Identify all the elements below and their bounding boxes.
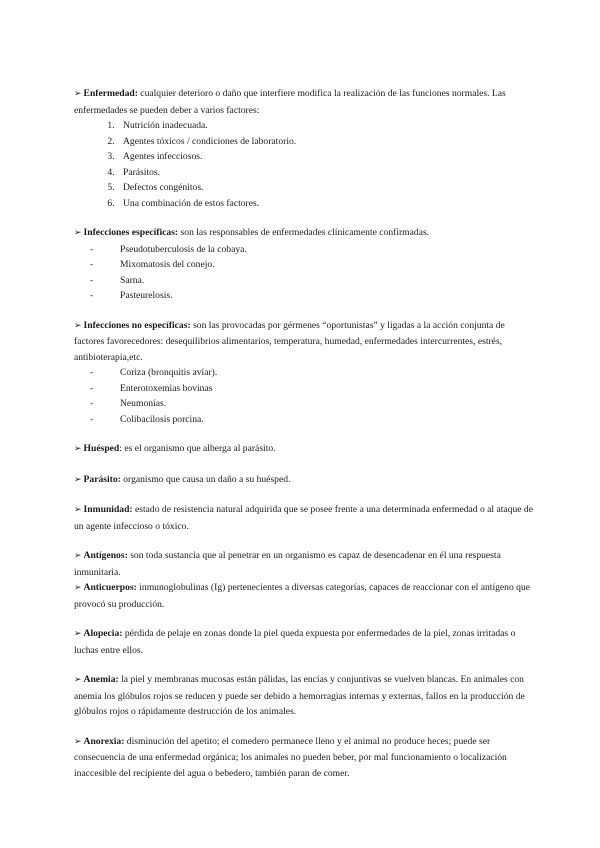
list-item: - Colibacilosis porcina. [90,412,534,428]
entry-huesped [74,441,534,458]
list-item: - Neumonías. [90,396,534,412]
definition: cualquier deterioro o daño que interfiere modifica la realización de las funciones normales. Las enfermedades se pueden deber a varios factores: [74,88,506,116]
definition: son toda sustancia que al penetrar en un organismo es capaz de desencadenar en él una respuesta inmunitaria. [74,550,501,578]
term: Infecciones específicas: [83,227,179,238]
definition: disminución del apetito; el comedero permanece lleno y el animal no produce heces; puede ser consecuencia de una enfermedad orgánica; los animales no pueden beber, por mal funcionamiento o localización inaccesible del recipiente del agua o bebedero, también paran de comer. [74,735,507,779]
entry-infecciones-especificas [74,225,534,242]
list-item: 5. Defectos congénitos. [117,180,534,196]
arrow-bullet-icon: ➢ [74,583,82,593]
definition: la piel y membranas mucosas están pálidas, las encías y conjuntivas se vuelven blancas. En animales con anemia los glóbulos rojos se reducen y puede ser debido a hemorragias internas y externas, fallos en la producción de glóbulos rojos o rápidamente destrucción de los animales. [74,674,525,717]
definition: pérdida de pelaje en zonas donde la piel queda expuesta por enfermedades de la piel, zonas irritadas o luchas entre ellos. [74,628,516,656]
definition: : es el organismo que alberga al parásito. [119,443,276,454]
term: Anticuerpos: [83,582,137,593]
arrow-bullet-icon: ➢ [74,505,82,515]
entry-inmunidad [74,502,534,534]
term: Anemia: [83,674,119,685]
dash-list [74,365,534,427]
dash-list [74,242,534,304]
term: Parásito: [83,473,121,485]
entry-enfermedad [74,86,534,118]
entry-antigenos [74,548,534,580]
term: Infecciones no específicas: [83,319,191,331]
numbered-list [74,118,534,211]
term: Inmunidad: [83,504,133,515]
entry-anticuerpos [74,580,534,612]
term: Alopecia: [83,628,123,639]
term: Huésped [83,443,120,454]
list-item: - Pasteurelosis. [90,288,534,304]
list-item: 6. Una combinación de estos factores. [117,196,534,212]
entry-anemia [74,672,534,720]
list-item: - Mixomatosis del conejo. [90,257,534,273]
document-page [74,86,534,781]
arrow-bullet-icon: ➢ [74,474,82,485]
list-item: - Pseudotuberculosis de la cobaya. [90,242,534,258]
definition: son las responsables de enfermedades clínicamente confirmadas. [178,227,430,238]
list-item: 4. Parásitos. [117,165,534,181]
arrow-bullet-icon: ➢ [74,551,82,561]
list-item: - Enterotoxemias bovinas [90,381,534,397]
definition: organismo que causa un daño a su huésped. [120,473,291,485]
arrow-bullet-icon: ➢ [74,675,82,685]
entry-parasito [74,472,534,489]
entry-infecciones-no-especificas [74,318,534,366]
term: Anorexia: [83,735,125,747]
entry-anorexia [74,734,534,782]
arrow-bullet-icon: ➢ [74,736,82,747]
entry-alopecia [74,626,534,658]
term: Enfermedad: [83,88,138,99]
arrow-bullet-icon: ➢ [74,444,82,454]
term: Antígenos: [83,550,128,561]
list-item: 1. Nutrición inadecuada. [117,118,534,134]
definition: inmunoglobulinas (Ig) pertenecientes a diversas categorías, capaces de reaccionar con el antígeno que provocó su producción. [74,582,531,610]
definition: estado de resistencia natural adquirida que se posee frente a una determinada enfermedad o al ataque de un agente infeccioso o tóxico. [74,504,533,532]
arrow-bullet-icon: ➢ [74,629,82,639]
list-item: - Coriza (bronquitis aviar). [90,365,534,381]
arrow-bullet-icon: ➢ [74,89,82,99]
definition: son las provocadas por gérmenes “oportunistas” y ligadas a la acción conjunta de factores favorecedores: desequilibrios alimentarios, temperatura, humedad, enfermedades intercurrentes, estrés, antibioterapia,etc. [74,319,505,363]
arrow-bullet-icon: ➢ [74,320,82,331]
list-item: 3. Agentes infecciosos. [117,149,534,165]
list-item: - Sarna. [90,273,534,289]
arrow-bullet-icon: ➢ [74,228,82,238]
list-item: 2. Agentes tóxicos / condiciones de laboratorio. [117,134,534,150]
